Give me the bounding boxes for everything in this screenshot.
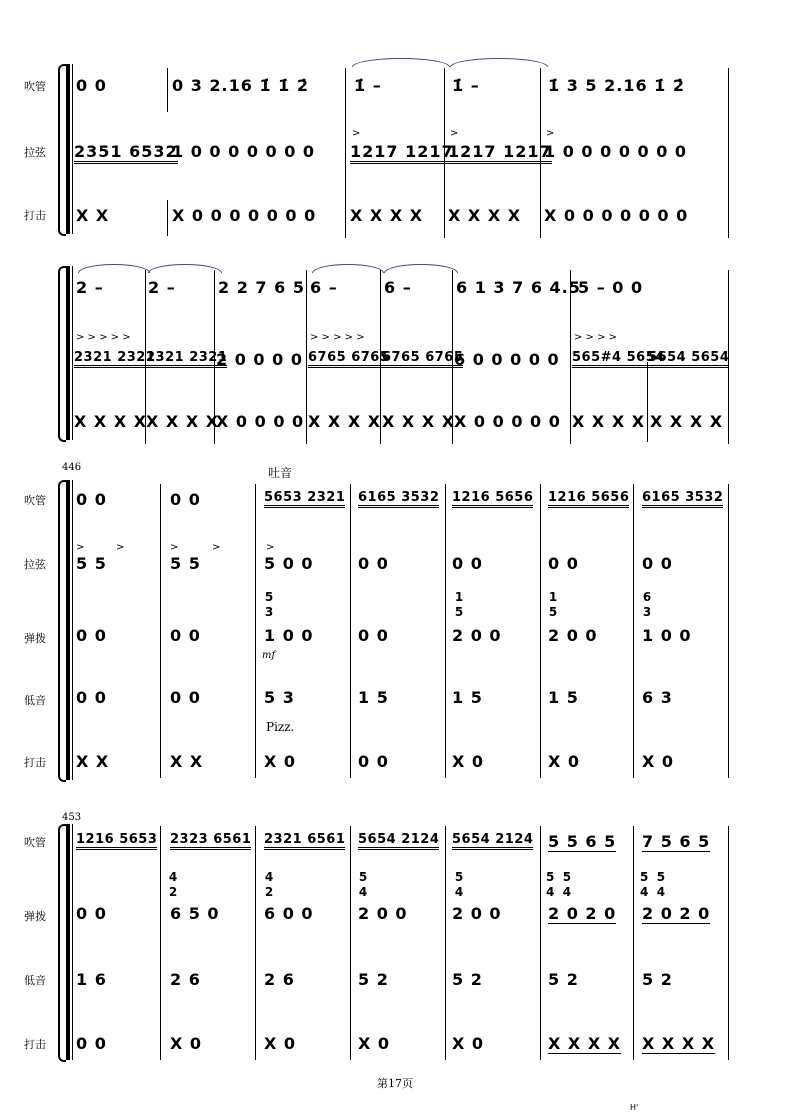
measure: 0 0 xyxy=(76,76,107,95)
staff-tanbo xyxy=(74,626,730,650)
label-laxian: 拉弦 xyxy=(24,146,46,159)
measure: 1216 5656 xyxy=(452,490,533,508)
system-4 xyxy=(0,800,790,1070)
measure: 6765 6765 xyxy=(308,350,389,368)
measure: 5653 2321 xyxy=(264,490,345,508)
chord-stack: 1 5 xyxy=(548,590,558,619)
system-line-thin xyxy=(72,266,73,440)
measure: X X X X xyxy=(74,412,148,431)
measure: 6 1 3 7 6 4.5 xyxy=(456,278,581,297)
staff-tanbo xyxy=(74,904,730,928)
chord-stack: 5 3 xyxy=(264,590,274,619)
measure: 7 5 6 5 xyxy=(642,832,711,851)
accent-mark: > xyxy=(546,128,555,139)
measure: X 0 xyxy=(642,752,675,771)
staff-diyin xyxy=(74,970,730,994)
measure: 1 0 0 xyxy=(264,626,314,645)
system-brace xyxy=(58,64,66,236)
measure: 6 – xyxy=(310,278,338,297)
measure: 1 0 0 0 0 0 0 0 xyxy=(544,142,688,161)
measure: 6765 6765 xyxy=(382,350,463,368)
staff-daji xyxy=(74,1034,730,1058)
measure: 0 0 xyxy=(642,554,673,573)
staff-chuiguan xyxy=(74,832,730,856)
system-3 xyxy=(0,462,790,782)
accent-mark: > xyxy=(212,542,221,553)
staff-diyin xyxy=(74,688,730,712)
measure: 0 0 xyxy=(76,904,107,923)
measure: 1217 1217 xyxy=(448,142,552,164)
slur xyxy=(352,58,450,67)
measure: 2 0 0 xyxy=(358,904,408,923)
measure: X X X X xyxy=(146,412,220,431)
accent-mark: > > > > > xyxy=(310,332,365,343)
staff-daji xyxy=(74,412,730,436)
staff-laxian xyxy=(74,554,730,578)
measure: X X X X xyxy=(572,412,646,431)
slur xyxy=(78,264,150,273)
staff-chuiguan xyxy=(74,278,730,302)
measure: 1 0 0 0 0 0 0 0 xyxy=(172,142,316,161)
page-number: 第17页 xyxy=(377,1077,413,1090)
label-daji: 打击 xyxy=(24,1038,46,1051)
measure: 1 0 0 xyxy=(642,626,692,645)
measure: 1 5 xyxy=(548,688,579,707)
system-line xyxy=(66,480,70,780)
label-tanbo: 弹拨 xyxy=(24,632,46,645)
measure: 5 0 0 xyxy=(264,554,314,573)
label-daji: 打击 xyxy=(24,756,46,769)
measure: 0 0 xyxy=(170,688,201,707)
staff-daji xyxy=(74,206,730,230)
measure: X X X X xyxy=(548,1034,622,1053)
staff-daji xyxy=(74,752,730,776)
measure: 0 0 xyxy=(452,554,483,573)
measure: 6 0 0 xyxy=(264,904,314,923)
measure: X X xyxy=(170,752,204,771)
staff-chuiguan xyxy=(74,490,730,514)
measure: X 0 xyxy=(452,752,485,771)
measure: 5 5 xyxy=(76,554,107,573)
label-laxian: 拉弦 xyxy=(24,558,46,571)
chord-stack: 5 5 4 4 xyxy=(546,870,572,899)
measure: 2351 6532 xyxy=(74,142,178,164)
measure: 2 0 2 0 xyxy=(642,904,711,923)
staff-chuiguan xyxy=(74,76,730,100)
measure-number: 453 xyxy=(62,812,82,823)
system-line xyxy=(66,266,70,440)
slur xyxy=(148,264,222,273)
measure: 2 0 0 xyxy=(452,626,502,645)
measure-number: 446 xyxy=(62,462,82,473)
articulation-annotation: 吐音 xyxy=(268,466,293,480)
measure: 2 0 2 0 xyxy=(548,904,617,923)
measure: 2323 6561 xyxy=(170,832,251,850)
measure: 2 0 0 0 0 xyxy=(216,350,303,369)
measure: 1 5 xyxy=(452,688,483,707)
barline xyxy=(255,826,256,1060)
slur xyxy=(312,264,384,273)
label-chuiguan: 吹管 xyxy=(24,80,46,93)
chord-stack: 5 5 4 4 xyxy=(640,870,666,899)
measure: 2321 2321 xyxy=(74,350,155,368)
barline xyxy=(445,826,446,1060)
measure: 1̇ – xyxy=(354,76,382,95)
measure: 1 5 xyxy=(358,688,389,707)
measure: 565#4 5654 xyxy=(572,350,665,368)
system-2 xyxy=(0,262,790,442)
measure: 0 0 xyxy=(358,554,389,573)
measure: X X X X xyxy=(350,206,424,225)
measure: X 0 xyxy=(264,1034,297,1053)
slur xyxy=(450,58,548,67)
measure: 2 6 xyxy=(170,970,201,989)
pizz-annotation: Pizz. xyxy=(266,720,295,734)
barline xyxy=(350,826,351,1060)
system-line-thin xyxy=(72,480,73,780)
measure: X 0 xyxy=(170,1034,203,1053)
measure: X X X X xyxy=(308,412,382,431)
accent-mark: > xyxy=(352,128,361,139)
accent-mark: > xyxy=(450,128,459,139)
label-chuiguan: 吹管 xyxy=(24,494,46,507)
measure: X 0 xyxy=(358,1034,391,1053)
label-chuiguan: 吹管 xyxy=(24,836,46,849)
measure: 5 2 xyxy=(358,970,389,989)
measure: 0 0 xyxy=(76,688,107,707)
measure: 2 – xyxy=(76,278,104,297)
measure: 0 3 2.16 1̇ 1̇ 2̇ xyxy=(172,76,309,95)
measure: 5654 5654 xyxy=(648,350,729,368)
measure: 2 2 7 6 5 xyxy=(218,278,305,297)
slur xyxy=(384,264,458,273)
measure: 1217 1217 xyxy=(350,142,454,164)
corner-mark: H' xyxy=(630,1103,639,1112)
system-brace xyxy=(58,266,66,442)
measure: 2 6 xyxy=(264,970,295,989)
measure: 2 – xyxy=(148,278,176,297)
chord-stack: 5 4 xyxy=(454,870,464,899)
measure: 1216 5656 xyxy=(548,490,629,508)
system-line xyxy=(66,824,70,1060)
measure: X 0 xyxy=(264,752,297,771)
measure: 5 5 6 5 xyxy=(548,832,617,851)
measure: 5654 2124 xyxy=(452,832,533,850)
measure: 0 0 xyxy=(358,752,389,771)
measure: 5 2 xyxy=(452,970,483,989)
barline xyxy=(540,826,541,1060)
measure: 5 3 xyxy=(264,688,295,707)
measure: X 0 0 0 0 0 xyxy=(454,412,561,431)
measure: 2321 6561 xyxy=(264,832,345,850)
measure: 6165 3532 xyxy=(642,490,723,508)
measure: X X xyxy=(76,206,110,225)
measure: X X X X xyxy=(642,1034,716,1053)
system-1 xyxy=(0,60,790,240)
measure: 0 0 xyxy=(170,626,201,645)
dynamic-marking: mf xyxy=(262,650,276,661)
measure: 0 0 xyxy=(358,626,389,645)
measure: X 0 0 0 0 0 0 0 xyxy=(544,206,689,225)
measure: 6 5 0 xyxy=(170,904,220,923)
measure: 0 0 xyxy=(76,490,107,509)
system-brace xyxy=(58,824,66,1062)
measure: 5 – 0 0 xyxy=(578,278,644,297)
label-tanbo: 弹拨 xyxy=(24,910,46,923)
system-brace xyxy=(58,480,66,782)
measure: 5 2 xyxy=(548,970,579,989)
measure: 6 0 0 0 0 0 xyxy=(454,350,560,369)
accent-mark: > > > > xyxy=(574,332,618,343)
measure: X X X X xyxy=(650,412,724,431)
accent-mark: > xyxy=(76,542,85,553)
measure: 5 5 xyxy=(170,554,201,573)
accent-mark: > > > > > xyxy=(76,332,131,343)
measure: 1216 5653 xyxy=(76,832,157,850)
measure: 5654 2124 xyxy=(358,832,439,850)
chord-stack: 4 2 xyxy=(264,870,274,899)
staff-laxian xyxy=(74,142,730,166)
measure: 6 – xyxy=(384,278,412,297)
label-diyin: 低音 xyxy=(24,694,46,707)
measure: 0 0 xyxy=(76,1034,107,1053)
staff-laxian xyxy=(74,350,730,374)
measure: X 0 xyxy=(548,752,581,771)
measure: X 0 xyxy=(452,1034,485,1053)
measure: 2 0 0 xyxy=(452,904,502,923)
measure: 0 0 xyxy=(548,554,579,573)
measure: X X X X xyxy=(448,206,522,225)
measure: 1̇ – xyxy=(452,76,480,95)
measure: 6 3 xyxy=(642,688,673,707)
label-diyin: 低音 xyxy=(24,974,46,987)
chord-stack: 1 5 xyxy=(454,590,464,619)
measure: 0 0 xyxy=(170,490,201,509)
measure: 1 6 xyxy=(76,970,107,989)
system-line xyxy=(66,64,70,234)
label-daji: 打击 xyxy=(24,209,46,222)
measure: X X xyxy=(76,752,110,771)
measure: X 0 0 0 0 xyxy=(216,412,305,431)
barline xyxy=(633,826,634,1060)
measure: 1̇ 3 5 2.16 1̇ 2̇ xyxy=(548,76,685,95)
chord-stack: 4 2 xyxy=(168,870,178,899)
measure: 6165 3532 xyxy=(358,490,439,508)
measure: 5 2 xyxy=(642,970,673,989)
measure: 2 0 0 xyxy=(548,626,598,645)
chord-stack: 5 4 xyxy=(358,870,368,899)
system-line-thin xyxy=(72,824,73,1060)
chord-stack: 6 3 xyxy=(642,590,652,619)
barline xyxy=(728,826,729,1060)
measure: X X X X xyxy=(382,412,456,431)
accent-mark: > xyxy=(266,542,275,553)
measure: X 0 0 0 0 0 0 0 xyxy=(172,206,317,225)
measure: 0 0 xyxy=(76,626,107,645)
accent-mark: > xyxy=(170,542,179,553)
accent-mark: > xyxy=(116,542,125,553)
barline xyxy=(160,826,161,1060)
system-line-thin xyxy=(72,64,73,234)
measure: 2321 2321 xyxy=(146,350,227,368)
